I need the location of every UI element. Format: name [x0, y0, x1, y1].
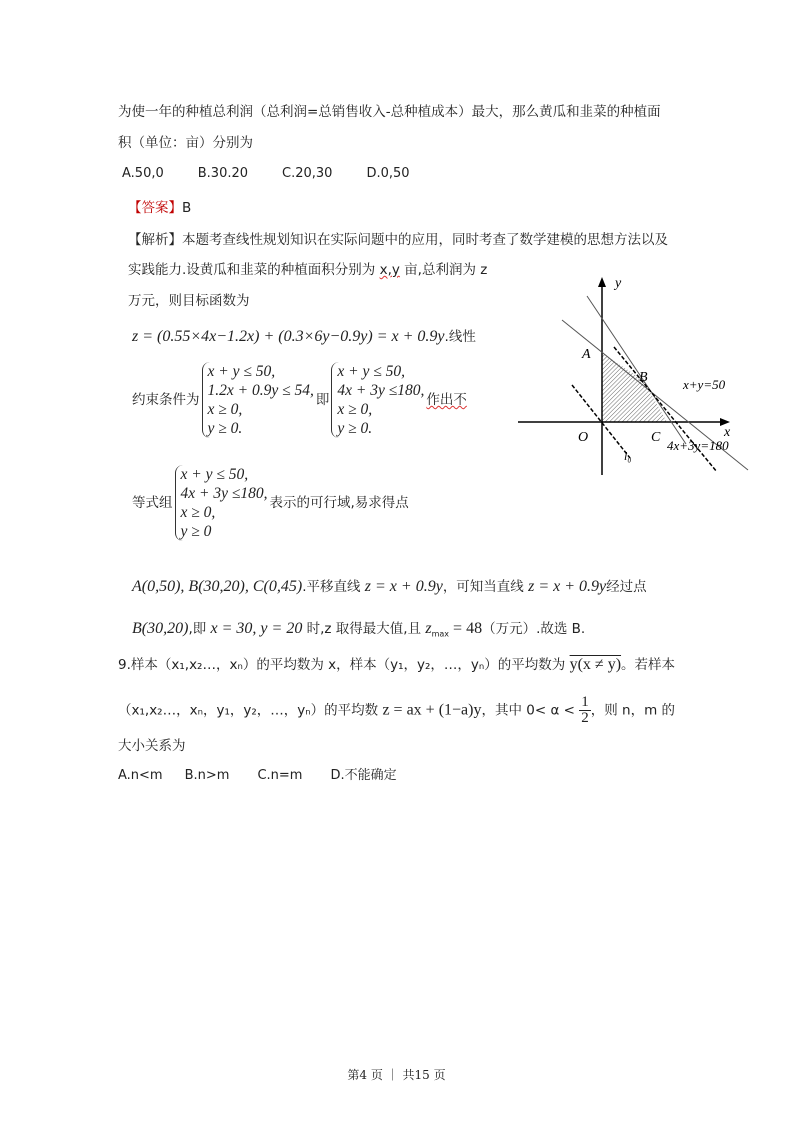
text: ，可知当直线 [442, 579, 529, 595]
option-b: B.n>m [184, 768, 230, 783]
option-b: B.30.20 [197, 166, 249, 181]
constraint: x ≥ 0, [337, 401, 373, 418]
ineq-label: 等式组 [132, 495, 173, 511]
y-axis-arrow-icon [598, 277, 606, 287]
constraint: x + y ≤ 50, [180, 466, 249, 483]
text: 时,z 取得最大值,且 [302, 621, 426, 637]
analysis-text: 实践能力.设黄瓜和韭菜的种植面积分别为 [128, 262, 380, 278]
numerator: 1 [581, 694, 589, 710]
line1-label: x+y=50 [683, 377, 726, 392]
q9-line3: 大小关系为 [118, 738, 186, 754]
xy-values: x = 30, y = 20 [210, 620, 303, 637]
constraint: x + y ≤ 50, [337, 363, 405, 380]
text: （万元）.故选 B. [482, 621, 586, 637]
text: （x₁,x₂…，xₙ，y₁，y₂，…，yₙ）的平均数 [118, 702, 383, 719]
text: .平移直线 [302, 579, 365, 595]
answer-value: B [182, 200, 192, 216]
text: 经过点 [606, 579, 647, 595]
q8-text-line1: 为使一年的种植总利润（总利润=总销售收入-总种植成本）最大，那么黄瓜和韭菜的种植面 [118, 104, 661, 120]
text: 。若样本 [621, 657, 676, 673]
q8-text-line2: 积（单位：亩）分别为 [118, 135, 253, 151]
axis-x-label: x [724, 425, 731, 440]
line2-label: 4x+3y=180 [667, 438, 729, 453]
text: 9.样本（x₁,x₂…，xₙ）的平均数为 x，样本（y₁，y₂，…，yₙ）的平均数为 [118, 657, 570, 673]
feasible-text: 表示的可行域,易求得点 [269, 495, 409, 511]
constraint: x + y ≤ 50, [207, 363, 276, 380]
option-a: A.n<m [118, 768, 163, 783]
analysis-label: 【解析】 [128, 232, 182, 248]
line-equation: z = x + 0.9y [528, 578, 607, 595]
text: ,即 [188, 621, 211, 637]
option-d: D.0,50 [366, 166, 410, 181]
text: ，则 n，m 的 [590, 702, 676, 719]
zmax-sub: max [431, 629, 450, 639]
origin-label: O [578, 430, 589, 445]
line-equation: z = x + 0.9y [364, 578, 443, 595]
axis-y-label: y [615, 276, 622, 291]
objective-tail: .线性 [444, 329, 476, 345]
constraint: 4x + 3y ≤180, [180, 485, 268, 502]
feasible-region [602, 353, 667, 422]
denominator: 2 [581, 710, 589, 726]
points-math: A(0,50), B(30,20), C(0,45) [132, 578, 303, 595]
constraint-label: 约束条件为 [132, 392, 200, 408]
analysis-line3: 万元，则目标函数为 [128, 293, 250, 309]
point-b-math: B(30,20) [132, 620, 189, 637]
point-c-label: C [651, 430, 661, 445]
mean-z-math: z = ax + (1−a)y [382, 701, 482, 719]
line-l0-label: l₀ [624, 449, 632, 463]
ji-text: 即 [315, 392, 330, 408]
point-b-label: B [639, 370, 648, 385]
constraint: 1.2x + 0.9y ≤ 54, [207, 382, 314, 399]
constraint: x ≥ 0, [207, 401, 243, 418]
constraint: x ≥ 0, [180, 504, 216, 521]
answer-label: 【答案】 [128, 200, 182, 216]
constraint: y ≥ 0. [207, 420, 243, 437]
variables-xy: x,y [379, 262, 400, 278]
page-footer: 第4 页 ｜ 共15 页 [347, 1068, 446, 1082]
analysis-text: 亩,总利润为 z [399, 262, 488, 278]
zmax: z [425, 620, 432, 637]
constraint: 4x + 3y ≤180, [337, 382, 425, 399]
zmax-value: = 48 [449, 620, 483, 637]
analysis-text: 本题考查线性规划知识在实际问题中的应用，同时考查了数学建模的思想方法以及 [182, 232, 668, 248]
objective-function: z = (0.55×4x−1.2x) + (0.3×6y−0.9y) = x + 0.9y [132, 328, 445, 345]
constraint: y ≥ 0. [337, 420, 373, 437]
constraint: y ≥ 0 [180, 523, 212, 540]
option-c: C.20,30 [282, 166, 333, 181]
option-d: D.不能确定 [330, 768, 397, 783]
mean-math: y(x ≠ y) [569, 656, 622, 673]
option-a: A.50,0 [122, 166, 164, 181]
option-c: C.n=m [257, 768, 303, 783]
zuochu-text: 作出不 [426, 392, 467, 408]
text: ，其中 0< α < [481, 702, 580, 719]
point-a-label: A [582, 347, 591, 362]
